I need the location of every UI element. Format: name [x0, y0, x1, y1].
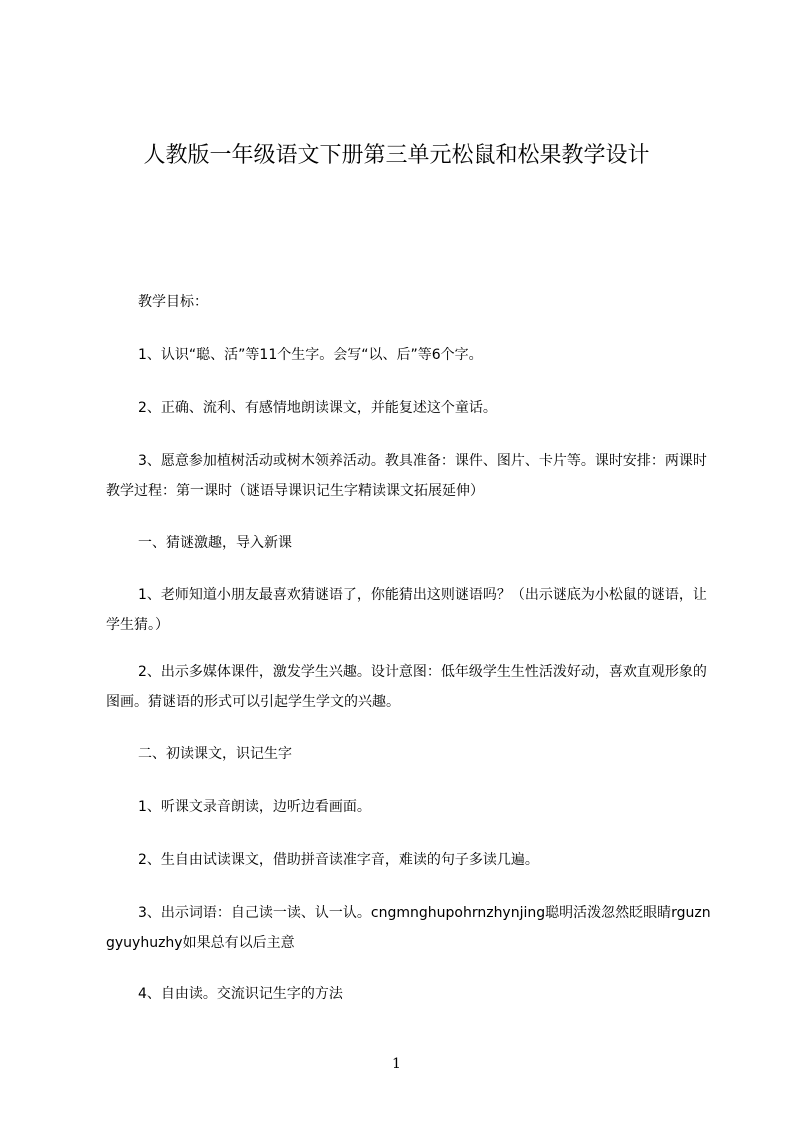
- section-heading-1: 一、猜谜激趣，导入新课: [138, 535, 292, 551]
- paragraph-section1-item1: 1、老师知道小朋友最喜欢猜谜语了，你能猜出这则谜语吗？（出示谜底为小松鼠的谜语，让学生猜。）: [106, 587, 707, 633]
- page-number: 1: [392, 1056, 401, 1072]
- paragraph-section2-item1: 1、听课文录音朗读，边听边看画面。: [138, 799, 371, 815]
- document-title: 人教版一年级语文下册第三单元松鼠和松果教学设计: [143, 143, 650, 168]
- paragraph-goal-1: 1、认识“聪、活”等11个生字。会写“以、后”等6个字。: [138, 347, 483, 363]
- paragraph-section1-item2: 2、出示多媒体课件，激发学生兴趣。设计意图：低年级学生生性活泼好动，喜欢直观形象的图画。猜谜语的形式可以引起学生学文的兴趣。: [106, 664, 707, 710]
- paragraph-goal-3: 3、愿意参加植树活动或树木领养活动。教具准备：课件、图片、卡片等。课时安排：两课时教学过程：第一课时（谜语导课识记生字精读课文拓展延伸）: [106, 453, 707, 499]
- paragraph-section2-item3: 3、出示词语：自己读一读、认一认。cngmnghupohrnzhynjing聪明活泼忽然眨眼睛rguzngyuyhuzhy如果总有以后主意: [106, 905, 711, 951]
- paragraph-teaching-goals-heading: 教学目标：: [138, 294, 208, 310]
- paragraph-goal-2: 2、正确、流利、有感情地朗读课文，并能复述这个童话。: [138, 400, 497, 416]
- paragraph-section2-item2: 2、生自由试读课文，借助拼音读准字音，难读的句子多读几遍。: [138, 852, 539, 868]
- section-heading-2: 二、初读课文，识记生字: [138, 746, 292, 762]
- paragraph-section2-item4: 4、自由读。交流识记生字的方法: [138, 986, 343, 1002]
